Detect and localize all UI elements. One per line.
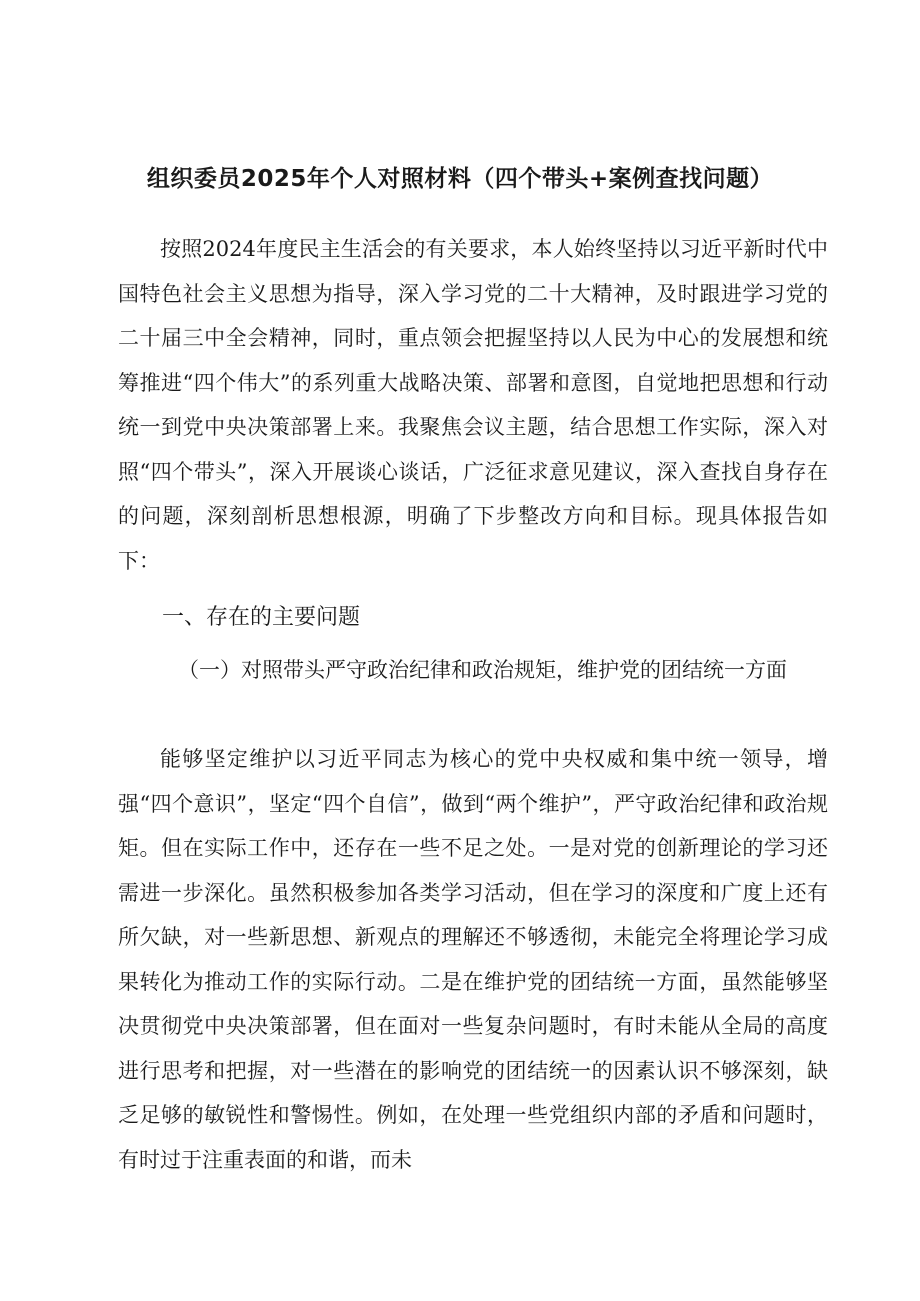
document-title: 组织委员2025年个人对照材料（四个带头+案例查找问题） — [146, 166, 774, 192]
subsection-heading: （一）对照带头严守政治纪律和政治规矩，维护党的团结统一方面 — [178, 658, 787, 682]
intro-paragraph: 按照2024年度民主生活会的有关要求，本人始终坚持以习近平新时代中国特色社会主义思想为指导，深入学习党的二十大精神，及时跟进学习党的二十届三中全会精神，同时，重点领会把握坚持以人民为中心的发展想和统筹推进“四个伟大”的系列重大战略决策、部署和意图，自觉地把思想和行动统一到党中央决策部署上来。我聚焦会议主题，结合思想工作实际，深入对照“四个带头”，深入开展谈心谈话，广泛征求意见建议，深入查找自身存在的问题，深刻剖析思想根源，明确了下步整改方向和目标。现具体报告如下： — [118, 237, 828, 573]
section-heading: 一、存在的主要问题 — [162, 605, 361, 630]
body-paragraph: 能够坚定维护以习近平同志为核心的党中央权威和集中统一领导，增强“四个意识”，坚定“四个自信”，做到“两个维护”，严守政治纪律和政治规矩。但在实际工作中，还存在一些不足之处。一是对党的创新理论的学习还需进一步深化。虽然积极参加各类学习活动，但在学习的深度和广度上还有所欠缺，对一些新思想、新观点的理解还不够透彻，未能完全将理论学习成果转化为推动工作的实际行动。二是在维护党的团结统一方面，虽然能够坚决贯彻党中央决策部署，但在面对一些复杂问题时，有时未能从全局的高度进行思考和把握，对一些潜在的影响党的团结统一的因素认识不够深刻，缺乏足够的敏锐性和警惕性。例如，在处理一些党组织内部的矛盾和问题时，有时过于注重表面的和谐，而未 — [118, 747, 828, 1172]
